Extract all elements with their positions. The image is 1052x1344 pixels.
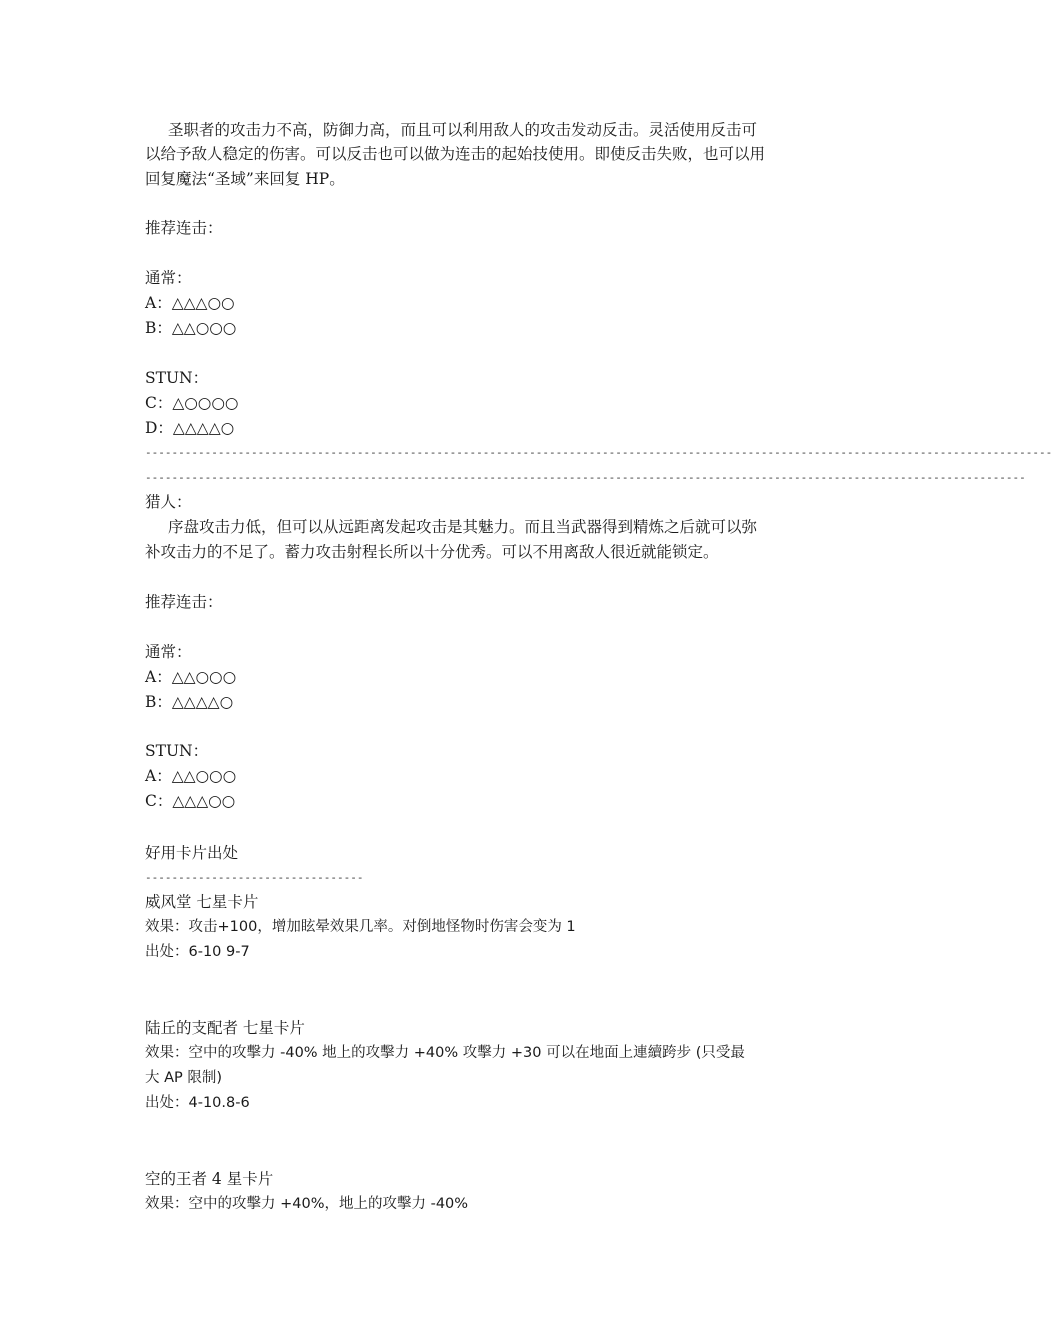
card-2-effect-line-2: 大 AP 限制) [145,1070,223,1086]
paladin-combo-heading: 推荐连击： [145,219,223,237]
card-2-effect-line-1: 效果：空中的攻擊力 -40% 地上的攻擊力 +40% 攻擊力 +30 可以在地面上連續跨步 (只受最 [145,1045,745,1061]
paladin-normal-combo-b: B：△△○○○ [145,319,237,337]
paladin-stun-combo-c: C：△○○○○ [145,394,239,412]
section-divider-line-2: ------------------------------------------------------------------------------------------------------------------------------------- [145,471,1026,484]
paladin-desc-line-1: 圣职者的攻击力不高，防御力高，而且可以利用敌人的攻击发动反击。灵活使用反击可 [168,121,758,139]
card-2-name: 陆丘的支配者 七星卡片 [145,1019,305,1037]
hunter-title: 猎人： [145,493,192,511]
hunter-normal-combo-b: B：△△△△○ [145,693,234,711]
paladin-stun-label: STUN： [145,369,209,387]
hunter-stun-combo-a: A：△△○○○ [145,767,237,785]
card-1-source: 出处：6-10 9-7 [145,944,250,960]
hunter-desc-line-2: 补攻击力的不足了。蓄力攻击射程长所以十分优秀。可以不用离敌人很近就能锁定。 [145,543,719,561]
paladin-normal-label: 通常： [145,269,192,287]
card-3-effect: 效果：空中的攻擊力 +40%，地上的攻擊力 -40% [145,1196,469,1212]
paladin-desc-line-2: 以给予敌人稳定的伤害。可以反击也可以做为连击的起始技使用。即使反击失败，也可以用 [145,145,766,163]
card-1-name: 威风堂 七星卡片 [145,893,259,911]
card-3-name: 空的王者 4 星卡片 [145,1170,274,1188]
cards-heading: 好用卡片出处 [145,844,239,862]
card-1-effect: 效果：攻击+100，增加眩晕效果几率。对倒地怪物时伤害会变为 1 [145,919,576,935]
paladin-normal-combo-a: A：△△△○○ [145,294,235,312]
paladin-desc-line-3: 回复魔法“圣域”来回复 HP。 [145,170,345,188]
hunter-normal-combo-a: A：△△○○○ [145,668,237,686]
paladin-stun-combo-d: D：△△△△○ [145,419,235,437]
cards-divider: --------------------------------- [145,871,364,884]
hunter-desc-line-1: 序盘攻击力低，但可以从远距离发起攻击是其魅力。而且当武器得到精炼之后就可以弥 [168,518,758,536]
section-divider-line-1: ----------------------------------------------------------------------------------------------------------------------------------------- [145,446,1052,459]
hunter-combo-heading: 推荐连击： [145,593,223,611]
hunter-stun-label: STUN： [145,742,209,760]
hunter-stun-combo-c: C：△△△○○ [145,792,236,810]
card-2-source: 出处：4-10.8-6 [145,1095,250,1111]
hunter-normal-label: 通常： [145,643,192,661]
